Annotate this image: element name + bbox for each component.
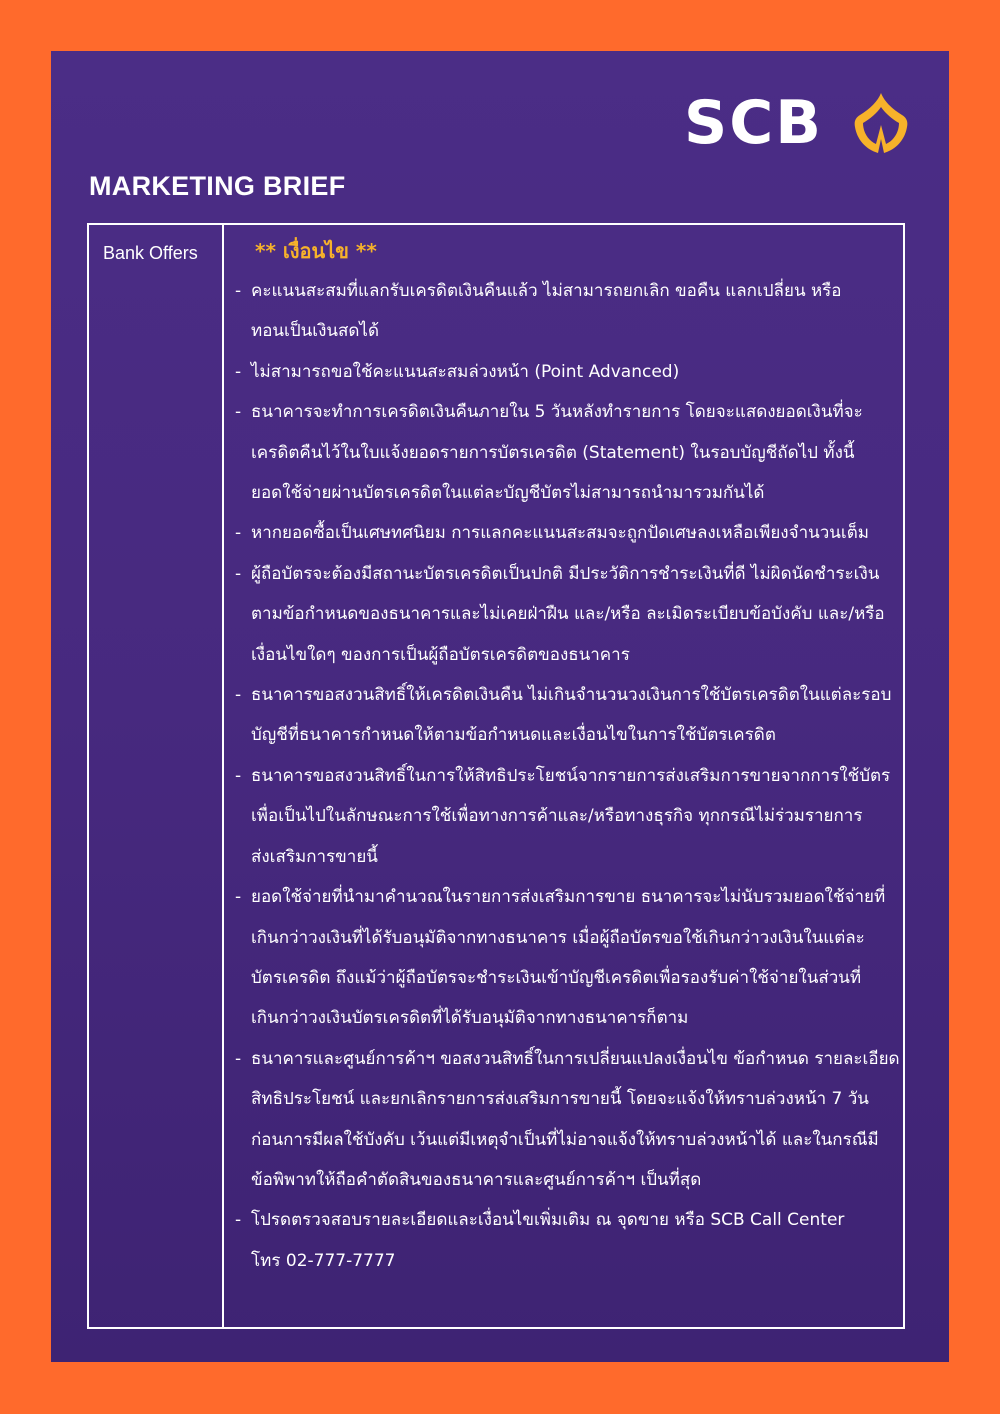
condition-line: ธนาคารขอสงวนสิทธิ์ให้เครดิตเงินคืน ไม่เกินจำนวนวงเงินการใช้บัตรเครดิตในแต่ละรอบ (251, 685, 892, 706)
condition-line: โทร 02-777-7777 (251, 1250, 396, 1271)
condition-item (235, 271, 903, 352)
condition-line: ยอดใช้จ่ายที่นำมาคำนวณในรายการส่งเสริมการขาย ธนาคารจะไม่นับรวมยอดใช้จ่ายที่ (251, 887, 886, 908)
bullet-dash: - (235, 685, 242, 706)
condition-line: ทอนเป็นเงินสดได้ (251, 321, 379, 342)
condition-line: ธนาคารจะทำการเครดิตเงินคืนภายใน 5 วันหลังทำรายการ โดยจะแสดงยอดเงินที่จะ (251, 402, 863, 423)
condition-line: บัญชีที่ธนาคารกำหนดให้ตามข้อกำหนดและเงื่อนไขในการใช้บัตรเครดิต (251, 725, 776, 746)
bullet-dash: - (235, 765, 242, 786)
condition-line: ผู้ถือบัตรจะต้องมีสถานะบัตรเครดิตเป็นปกติ มีประวัติการชำระเงินที่ดี ไม่ผิดนัดชำระเงิน (251, 563, 880, 584)
condition-line: หากยอดซื้อเป็นเศษทศนิยม การแลกคะแนนสะสมจะถูกปัดเศษลงเหลือเพียงจำนวนเต็ม (251, 523, 869, 544)
condition-item (235, 554, 903, 675)
scb-logo (684, 87, 914, 159)
condition-line: โปรดตรวจสอบรายละเอียดและเงื่อนไขเพิ่มเติม ณ จุดขาย หรือ SCB Call Center (251, 1210, 845, 1231)
bullet-dash: - (235, 1210, 242, 1231)
condition-line: คะแนนสะสมที่แลกรับเครดิตเงินคืนแล้ว ไม่สามารถยกเลิก ขอคืน แลกเปลี่ยน หรือ (251, 281, 842, 301)
bullet-dash: - (235, 281, 242, 301)
bullet-dash: - (235, 402, 242, 423)
conditions-cell (235, 235, 903, 1281)
condition-line: เงื่อนไขใดๆ ของการเป็นผู้ถือบัตรเครดิตของธนาคาร (251, 644, 630, 665)
condition-line: เครดิตคืนไว้ในใบแจ้งยอดรายการบัตรเครดิต (Statement) ในรอบบัญชีถัดไป ทั้งนี้ (251, 442, 855, 463)
condition-item (235, 877, 903, 1039)
condition-line: เกินกว่าวงเงินที่ได้รับอนุมัติจากทางธนาคาร เมื่อผู้ถือบัตรขอใช้เกินกว่าวงเงินในแต่ละ (251, 927, 865, 948)
brief-panel (51, 51, 949, 1362)
condition-line: เกินกว่าวงเงินบัตรเครดิตที่ได้รับอนุมัติจากทางธนาคารก็ตาม (251, 1008, 689, 1029)
condition-item (235, 392, 903, 513)
column-divider (222, 225, 224, 1327)
row-label-bank-offers: Bank Offers (103, 243, 198, 263)
bullet-dash: - (235, 361, 242, 382)
bullet-dash: - (235, 523, 242, 544)
condition-line: บัตรเครดิต ถึงแม้ว่าผู้ถือบัตรจะชำระเงินเข้าบัญชีเครดิตเพื่อรองรับค่าใช้จ่ายในส่วนที่ (251, 967, 862, 988)
logo-wordmark: SCB (684, 88, 823, 158)
condition-line: ตามข้อกำหนดของธนาคารและไม่เคยฝ่าฝืน และ/หรือ ละเมิดระเบียบข้อบังคับ และ/หรือ (251, 604, 885, 625)
condition-line: ก่อนการมีผลใช้บังคับ เว้นแต่มีเหตุจำเป็นที่ไม่อาจแจ้งให้ทราบล่วงหน้าได้ และในกรณีมี (251, 1129, 879, 1150)
page-title: MARKETING BRIEF (89, 171, 346, 201)
condition-line: ธนาคารขอสงวนสิทธิ์ในการให้สิทธิประโยชน์จากรายการส่งเสริมการขายจากการใช้บัตร (251, 765, 891, 786)
bullet-dash: - (235, 563, 242, 584)
condition-item (235, 1039, 903, 1201)
condition-item (235, 1200, 903, 1281)
condition-item (235, 352, 903, 392)
condition-line: ไม่สามารถขอใช้คะแนนสะสมล่วงหน้า (Point Advanced) (251, 361, 680, 382)
condition-item (235, 756, 903, 877)
bullet-dash: - (235, 887, 242, 908)
condition-line: สิทธิประโยชน์ และยกเลิกรายการส่งเสริมการขายนี้ โดยจะแจ้งให้ทราบล่วงหน้า 7 วัน (251, 1089, 869, 1110)
condition-line: ยอดใช้จ่ายผ่านบัตรเครดิตในแต่ละบัญชีบัตรไม่สามารถนำมารวมกันได้ (251, 483, 765, 504)
condition-line: ธนาคารและศูนย์การค้าฯ ขอสงวนสิทธิ์ในการเปลี่ยนแปลงเงื่อนไข ข้อกำหนด รายละเอียด (251, 1048, 900, 1069)
conditions-list (235, 271, 903, 1281)
condition-line: ส่งเสริมการขายนี้ (251, 846, 378, 867)
condition-line: ข้อพิพาทให้ถือคำตัดสินของธนาคารและศูนย์การค้าฯ เป็นที่สุด (251, 1169, 702, 1190)
condition-item (235, 513, 903, 553)
scb-leaf-icon (850, 89, 912, 157)
conditions-heading: ** เงื่อนไข ** (255, 239, 377, 263)
brief-table (87, 223, 905, 1329)
condition-item (235, 675, 903, 756)
bullet-dash: - (235, 1048, 242, 1069)
condition-line: เพื่อเป็นไปในลักษณะการใช้เพื่อทางการค้าและ/หรือทางธุรกิจ ทุกกรณีไม่ร่วมรายการ (251, 806, 863, 827)
